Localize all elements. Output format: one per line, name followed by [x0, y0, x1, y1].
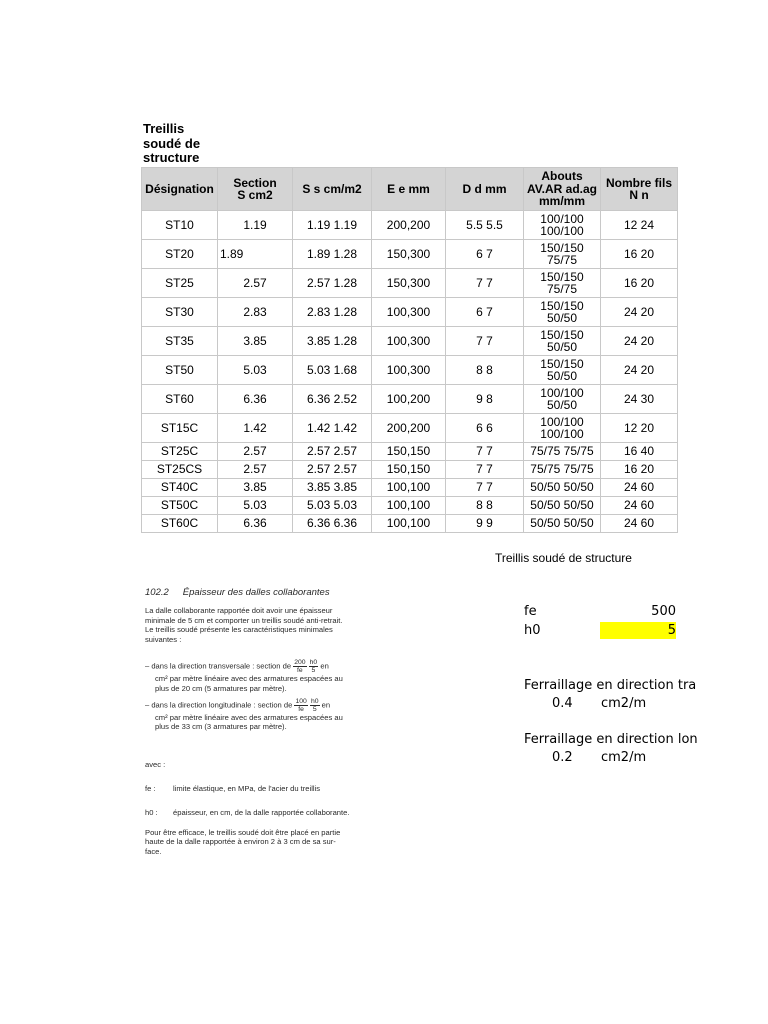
ss-cell: 5.03 1.68: [293, 356, 372, 385]
section-cell: 5.03: [218, 356, 293, 385]
wire-count-cell: 24 60: [601, 479, 678, 497]
diameter-cell: 7 7: [446, 327, 524, 356]
table-row: [142, 515, 678, 533]
wire-count-cell: 24 20: [601, 327, 678, 356]
diameter-cell: 6 6: [446, 414, 524, 443]
abouts-cell: 150/150 50/50: [524, 298, 601, 327]
designation-cell: ST25: [142, 269, 218, 298]
abouts-cell: 50/50 50/50: [524, 497, 601, 515]
abouts-cell: 150/150 50/50: [524, 327, 601, 356]
abouts-cell: 75/75 75/75: [524, 461, 601, 479]
abouts-cell: 100/100 100/100: [524, 414, 601, 443]
spacing-cell: 100,100: [372, 497, 446, 515]
spacing-cell: 100,100: [372, 479, 446, 497]
table-row: [142, 211, 678, 240]
abouts-cell: 150/150 50/50: [524, 356, 601, 385]
designation-cell: ST25CS: [142, 461, 218, 479]
ss-cell: 3.85 1.28: [293, 327, 372, 356]
fraction-h0-5: $\frac{h0}{5}$: [309, 658, 318, 674]
wire-count-cell: 16 20: [601, 240, 678, 269]
designation-cell: ST15C: [142, 414, 218, 443]
ss-cell: 2.57 2.57: [293, 461, 372, 479]
table-row: [142, 298, 678, 327]
ss-cell: 1.42 1.42: [293, 414, 372, 443]
wire-count-cell: 24 20: [601, 356, 678, 385]
fraction-200-fe: $\frac{200}{fe}$: [294, 658, 306, 674]
spacing-cell: 200,200: [372, 414, 446, 443]
diameter-cell: 9 8: [446, 385, 524, 414]
excerpt-transversal: – dans la direction transversale : section de $\frac{200}{fe}$ $\frac{h0}{5}$ en cm² par mètre linéaire avec des armatures espacées au plus de 20 cm (5 armatures par mètre).: [145, 658, 343, 693]
mesh-table: [141, 167, 678, 533]
column-header: S s cm/m2: [293, 168, 372, 211]
fe-label: fe: [524, 604, 537, 619]
ss-cell: 2.83 1.28: [293, 298, 372, 327]
diameter-cell: 6 7: [446, 240, 524, 269]
abouts-cell: 150/150 75/75: [524, 240, 601, 269]
diameter-cell: 8 8: [446, 356, 524, 385]
section-cell: 6.36: [218, 515, 293, 533]
table-row: [142, 240, 678, 269]
diameter-cell: 7 7: [446, 443, 524, 461]
excerpt-number: 102.2: [145, 587, 169, 598]
wire-count-cell: 24 20: [601, 298, 678, 327]
spacing-cell: 150,150: [372, 443, 446, 461]
section-cell: 2.57: [218, 269, 293, 298]
diameter-cell: 6 7: [446, 298, 524, 327]
book-excerpt: [145, 588, 400, 898]
designation-cell: ST60C: [142, 515, 218, 533]
section-cell: 6.36: [218, 385, 293, 414]
ss-cell: 1.89 1.28: [293, 240, 372, 269]
excerpt-title: Épaisseur des dalles collaborantes: [182, 587, 330, 598]
abouts-cell: 50/50 50/50: [524, 479, 601, 497]
designation-cell: ST60: [142, 385, 218, 414]
table-row: [142, 497, 678, 515]
column-header: Désignation: [142, 168, 218, 211]
table-body: [142, 211, 678, 533]
abouts-cell: 150/150 75/75: [524, 269, 601, 298]
ss-cell: 5.03 5.03: [293, 497, 372, 515]
abouts-cell: 100/100 100/100: [524, 211, 601, 240]
excerpt-intro: La dalle collaborante rapportée doit avoir une épaisseur minimale de 5 cm et comporter un treillis soudé anti-retrait. Le treillis soudé présente les caractéristiques minimales suivantes :: [145, 605, 343, 645]
column-header: Abouts AV.AR ad.ag mm/mm: [524, 168, 601, 211]
column-header: D d mm: [446, 168, 524, 211]
table-row: [142, 327, 678, 356]
spacing-cell: 150,300: [372, 269, 446, 298]
excerpt-fe-definition: fe : limite élastique, en MPa, de l'acier du treillis: [145, 783, 321, 793]
transversal-unit: cm2/m: [601, 696, 647, 711]
diameter-cell: 5.5 5.5: [446, 211, 524, 240]
abouts-cell: 100/100 50/50: [524, 385, 601, 414]
wire-count-cell: 16 20: [601, 461, 678, 479]
spacing-cell: 100,300: [372, 327, 446, 356]
diameter-cell: 7 7: [446, 479, 524, 497]
table-row: [142, 461, 678, 479]
wire-count-cell: 24 60: [601, 515, 678, 533]
diameter-cell: 7 7: [446, 461, 524, 479]
spacing-cell: 100,200: [372, 385, 446, 414]
longitudinal-value: 0.2: [552, 750, 573, 765]
designation-cell: ST35: [142, 327, 218, 356]
ss-cell: 6.36 2.52: [293, 385, 372, 414]
wire-count-cell: 16 40: [601, 443, 678, 461]
ss-cell: 2.57 2.57: [293, 443, 372, 461]
section-cell: 2.57: [218, 443, 293, 461]
h0-value[interactable]: 5: [667, 623, 676, 638]
wire-count-cell: 12 20: [601, 414, 678, 443]
spacing-cell: 100,300: [372, 298, 446, 327]
wire-count-cell: 12 24: [601, 211, 678, 240]
table-row: [142, 479, 678, 497]
section-cell: 3.85: [218, 479, 293, 497]
table-row: [142, 356, 678, 385]
fraction-100-fe: $\frac{100}{fe}$: [295, 697, 307, 713]
column-header: E e mm: [372, 168, 446, 211]
ss-cell: 3.85 3.85: [293, 479, 372, 497]
section-cell: 5.03: [218, 497, 293, 515]
section-cell: 2.57: [218, 461, 293, 479]
table-row: [142, 385, 678, 414]
designation-cell: ST30: [142, 298, 218, 327]
section-cell: 1.42: [218, 414, 293, 443]
excerpt-final: Pour être efficace, le treillis soudé doit être placé en partie haute de la dalle rapportée à environ 2 à 3 cm de sa sur- face.: [145, 827, 341, 857]
excerpt-h0-definition: h0 : épaisseur, en cm, de la dalle rapportée collaborante.: [145, 807, 350, 817]
ss-cell: 1.19 1.19: [293, 211, 372, 240]
spacing-cell: 100,300: [372, 356, 446, 385]
longitudinal-unit: cm2/m: [601, 750, 647, 765]
table-row: [142, 269, 678, 298]
spacing-cell: 150,150: [372, 461, 446, 479]
designation-cell: ST50C: [142, 497, 218, 515]
section-cell: 1.89: [218, 240, 293, 269]
diameter-cell: 9 9: [446, 515, 524, 533]
excerpt-heading: [145, 588, 400, 598]
sheet-title: Treillis soudé de structure: [143, 121, 201, 165]
table-caption: Treillis soudé de structure: [495, 551, 632, 565]
diameter-cell: 8 8: [446, 497, 524, 515]
transversal-value: 0.4: [552, 696, 573, 711]
excerpt-avec: avec :: [145, 760, 166, 770]
wire-count-cell: 24 60: [601, 497, 678, 515]
abouts-cell: 50/50 50/50: [524, 515, 601, 533]
wire-count-cell: 24 30: [601, 385, 678, 414]
abouts-cell: 75/75 75/75: [524, 443, 601, 461]
excerpt-longitudinal: – dans la direction longitudinale : section de $\frac{100}{fe}$ $\frac{h0}{5}$ en cm² par mètre linéaire avec des armatures espacées au plus de 33 cm (3 armatures par mètre).: [145, 697, 343, 732]
wire-count-cell: 16 20: [601, 269, 678, 298]
designation-cell: ST10: [142, 211, 218, 240]
transversal-label: Ferraillage en direction tra: [524, 678, 697, 693]
spacing-cell: 200,200: [372, 211, 446, 240]
designation-cell: ST40C: [142, 479, 218, 497]
section-cell: 2.83: [218, 298, 293, 327]
h0-label: h0: [524, 623, 541, 638]
designation-cell: ST25C: [142, 443, 218, 461]
table-header-row: [142, 168, 678, 211]
diameter-cell: 7 7: [446, 269, 524, 298]
column-header: Nombre fils N n: [601, 168, 678, 211]
section-cell: 1.19: [218, 211, 293, 240]
ss-cell: 6.36 6.36: [293, 515, 372, 533]
fe-value[interactable]: 500: [651, 604, 676, 619]
ss-cell: 2.57 1.28: [293, 269, 372, 298]
longitudinal-label: Ferraillage en direction lon: [524, 732, 698, 747]
column-header: Section S cm2: [218, 168, 293, 211]
fraction-h0-5-long: $\frac{h0}{5}$: [310, 697, 319, 713]
designation-cell: ST20: [142, 240, 218, 269]
section-cell: 3.85: [218, 327, 293, 356]
spacing-cell: 150,300: [372, 240, 446, 269]
table-row: [142, 414, 678, 443]
table-row: [142, 443, 678, 461]
designation-cell: ST50: [142, 356, 218, 385]
spacing-cell: 100,100: [372, 515, 446, 533]
